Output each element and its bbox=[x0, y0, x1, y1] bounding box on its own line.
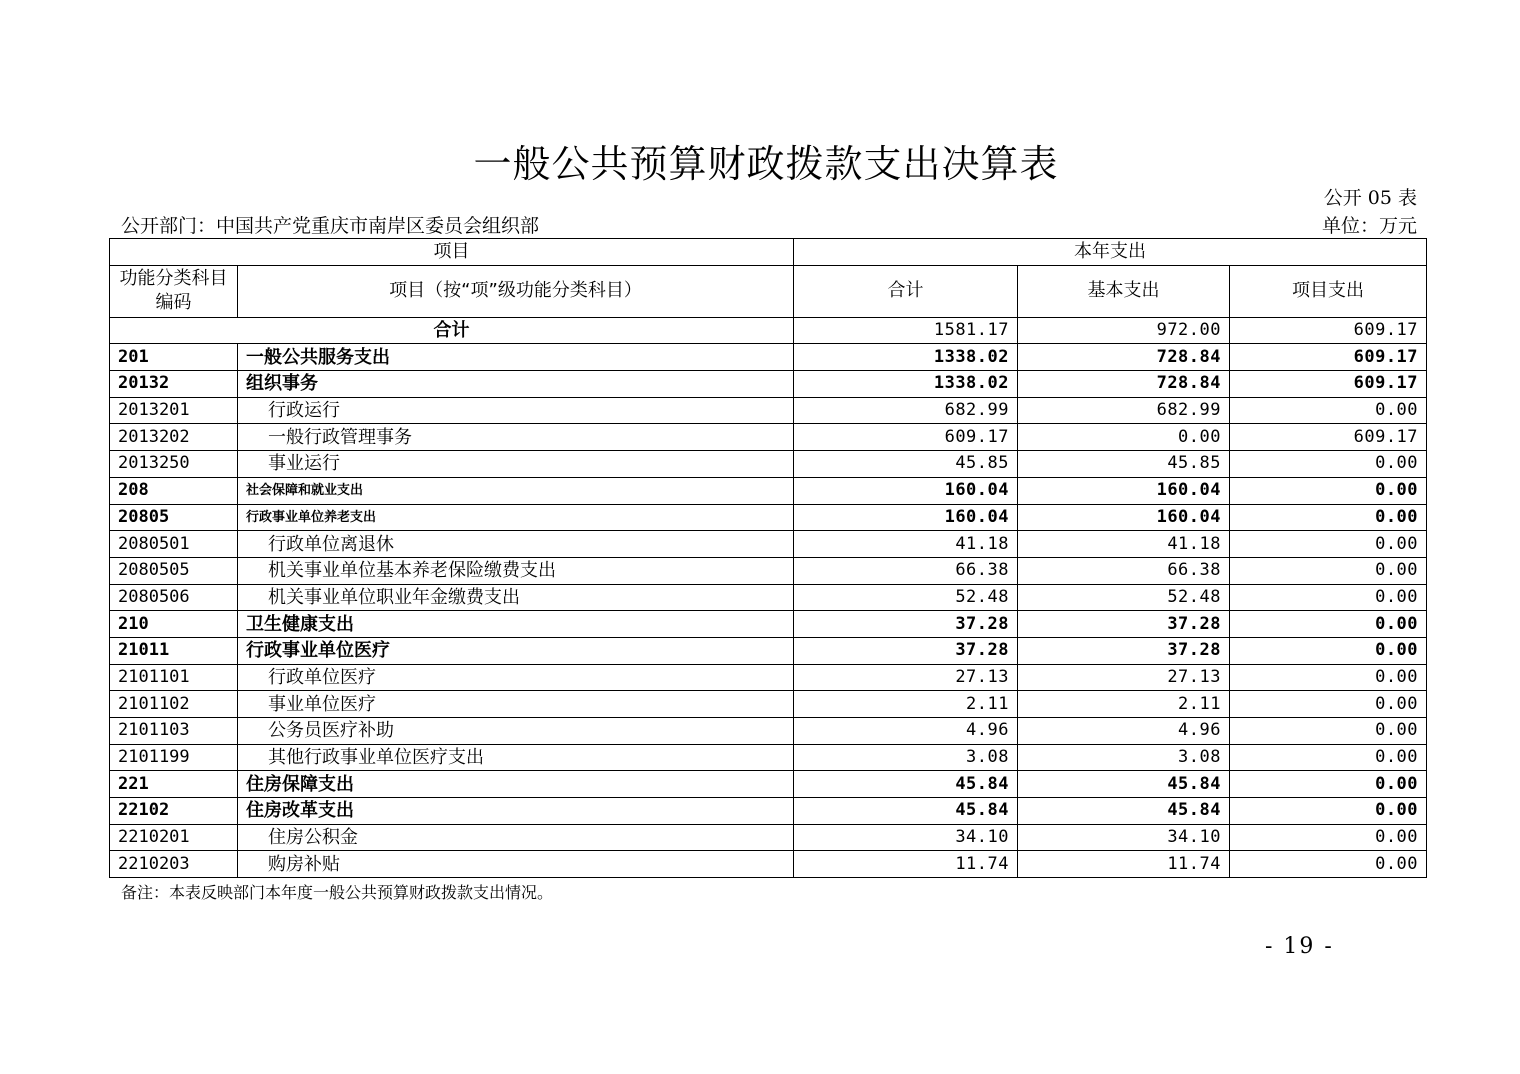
header-code: 功能分类科目编码 bbox=[110, 265, 238, 317]
basic-cell: 972.00 bbox=[1018, 317, 1230, 344]
name-cell: 事业单位医疗 bbox=[238, 691, 794, 718]
project-cell: 0.00 bbox=[1230, 557, 1427, 584]
code-cell: 2101103 bbox=[110, 718, 238, 745]
project-cell: 0.00 bbox=[1230, 798, 1427, 825]
total-cell: 41.18 bbox=[794, 531, 1018, 558]
name-cell: 公务员医疗补助 bbox=[238, 718, 794, 745]
basic-cell: 3.08 bbox=[1018, 744, 1230, 771]
total-cell: 45.85 bbox=[794, 451, 1018, 478]
basic-cell: 160.04 bbox=[1018, 504, 1230, 531]
basic-cell: 52.48 bbox=[1018, 584, 1230, 611]
total-cell: 27.13 bbox=[794, 664, 1018, 691]
table-row bbox=[110, 477, 1427, 504]
name-cell: 机关事业单位职业年金缴费支出 bbox=[238, 584, 794, 611]
basic-cell: 45.85 bbox=[1018, 451, 1230, 478]
table-row bbox=[110, 584, 1427, 611]
project-cell: 609.17 bbox=[1230, 317, 1427, 344]
name-cell: 机关事业单位基本养老保险缴费支出 bbox=[238, 557, 794, 584]
total-cell: 4.96 bbox=[794, 718, 1018, 745]
basic-cell: 160.04 bbox=[1018, 477, 1230, 504]
table-row bbox=[110, 504, 1427, 531]
name-cell: 卫生健康支出 bbox=[238, 611, 794, 638]
project-cell: 0.00 bbox=[1230, 504, 1427, 531]
page-title: 一般公共预算财政拨款支出决算表 bbox=[473, 142, 1059, 186]
table-row bbox=[110, 451, 1427, 478]
code-cell: 2013201 bbox=[110, 397, 238, 424]
header-current-year: 本年支出 bbox=[794, 239, 1427, 266]
header-project-expense: 项目支出 bbox=[1230, 265, 1427, 317]
project-cell: 609.17 bbox=[1230, 371, 1427, 398]
name-cell: 住房保障支出 bbox=[238, 771, 794, 798]
code-cell: 2101102 bbox=[110, 691, 238, 718]
budget-table bbox=[109, 238, 1427, 878]
project-cell: 0.00 bbox=[1230, 611, 1427, 638]
basic-cell: 45.84 bbox=[1018, 771, 1230, 798]
project-cell: 0.00 bbox=[1230, 851, 1427, 878]
project-cell: 0.00 bbox=[1230, 744, 1427, 771]
table-row bbox=[110, 664, 1427, 691]
code-cell: 2101199 bbox=[110, 744, 238, 771]
basic-cell: 728.84 bbox=[1018, 344, 1230, 371]
code-cell: 2013250 bbox=[110, 451, 238, 478]
name-cell: 行政事业单位养老支出 bbox=[238, 504, 794, 531]
code-cell: 2210201 bbox=[110, 824, 238, 851]
project-cell: 609.17 bbox=[1230, 344, 1427, 371]
table-row bbox=[110, 744, 1427, 771]
project-cell: 0.00 bbox=[1230, 718, 1427, 745]
total-cell: 160.04 bbox=[794, 477, 1018, 504]
total-cell: 1581.17 bbox=[794, 317, 1018, 344]
table-row bbox=[110, 637, 1427, 664]
name-cell: 一般公共服务支出 bbox=[238, 344, 794, 371]
code-cell: 2080506 bbox=[110, 584, 238, 611]
basic-cell: 4.96 bbox=[1018, 718, 1230, 745]
basic-cell: 682.99 bbox=[1018, 397, 1230, 424]
total-cell: 45.84 bbox=[794, 771, 1018, 798]
code-cell: 2210203 bbox=[110, 851, 238, 878]
project-cell: 0.00 bbox=[1230, 664, 1427, 691]
basic-cell: 37.28 bbox=[1018, 611, 1230, 638]
name-cell: 行政单位离退休 bbox=[238, 531, 794, 558]
table-row bbox=[110, 424, 1427, 451]
basic-cell: 45.84 bbox=[1018, 798, 1230, 825]
total-cell: 609.17 bbox=[794, 424, 1018, 451]
name-cell: 住房改革支出 bbox=[238, 798, 794, 825]
basic-cell: 41.18 bbox=[1018, 531, 1230, 558]
basic-cell: 728.84 bbox=[1018, 371, 1230, 398]
name-cell: 组织事务 bbox=[238, 371, 794, 398]
total-cell: 37.28 bbox=[794, 637, 1018, 664]
total-cell: 682.99 bbox=[794, 397, 1018, 424]
basic-cell: 27.13 bbox=[1018, 664, 1230, 691]
name-cell: 行政运行 bbox=[238, 397, 794, 424]
total-cell: 45.84 bbox=[794, 798, 1018, 825]
total-row bbox=[110, 317, 1427, 344]
name-cell: 住房公积金 bbox=[238, 824, 794, 851]
total-cell: 37.28 bbox=[794, 611, 1018, 638]
name-cell: 购房补贴 bbox=[238, 851, 794, 878]
project-cell: 0.00 bbox=[1230, 397, 1427, 424]
table-row bbox=[110, 771, 1427, 798]
total-cell: 160.04 bbox=[794, 504, 1018, 531]
table-row bbox=[110, 798, 1427, 825]
code-cell: 208 bbox=[110, 477, 238, 504]
total-cell: 66.38 bbox=[794, 557, 1018, 584]
project-cell: 0.00 bbox=[1230, 691, 1427, 718]
name-cell: 一般行政管理事务 bbox=[238, 424, 794, 451]
header-basic: 基本支出 bbox=[1018, 265, 1230, 317]
table-row bbox=[110, 397, 1427, 424]
table-row bbox=[110, 611, 1427, 638]
header-project-detail: 项目（按“项”级功能分类科目） bbox=[238, 265, 794, 317]
table-row bbox=[110, 371, 1427, 398]
code-cell: 221 bbox=[110, 771, 238, 798]
code-cell: 2080501 bbox=[110, 531, 238, 558]
total-cell: 2.11 bbox=[794, 691, 1018, 718]
total-cell: 11.74 bbox=[794, 851, 1018, 878]
name-cell: 行政事业单位医疗 bbox=[238, 637, 794, 664]
code-cell: 2013202 bbox=[110, 424, 238, 451]
name-cell: 其他行政事业单位医疗支出 bbox=[238, 744, 794, 771]
project-cell: 0.00 bbox=[1230, 451, 1427, 478]
unit-label: 单位：万元 bbox=[1321, 215, 1417, 237]
table-row bbox=[110, 344, 1427, 371]
basic-cell: 2.11 bbox=[1018, 691, 1230, 718]
code-cell: 2101101 bbox=[110, 664, 238, 691]
table-row bbox=[110, 824, 1427, 851]
table-row bbox=[110, 531, 1427, 558]
name-cell: 社会保障和就业支出 bbox=[238, 477, 794, 504]
code-cell: 21011 bbox=[110, 637, 238, 664]
code-cell: 2080505 bbox=[110, 557, 238, 584]
project-cell: 0.00 bbox=[1230, 824, 1427, 851]
department-label: 公开部门：中国共产党重庆市南岸区委员会组织部 bbox=[121, 215, 540, 237]
table-row bbox=[110, 557, 1427, 584]
project-cell: 0.00 bbox=[1230, 531, 1427, 558]
total-cell: 3.08 bbox=[794, 744, 1018, 771]
basic-cell: 34.10 bbox=[1018, 824, 1230, 851]
header-project: 项目 bbox=[110, 239, 794, 266]
table-row bbox=[110, 851, 1427, 878]
footnote: 备注：本表反映部门本年度一般公共预算财政拨款支出情况。 bbox=[121, 883, 554, 902]
total-cell: 52.48 bbox=[794, 584, 1018, 611]
basic-cell: 11.74 bbox=[1018, 851, 1230, 878]
code-cell: 20132 bbox=[110, 371, 238, 398]
name-cell: 事业运行 bbox=[238, 451, 794, 478]
code-cell: 22102 bbox=[110, 798, 238, 825]
code-cell: 20805 bbox=[110, 504, 238, 531]
name-cell: 行政单位医疗 bbox=[238, 664, 794, 691]
table-row bbox=[110, 718, 1427, 745]
table-row bbox=[110, 691, 1427, 718]
code-cell: 201 bbox=[110, 344, 238, 371]
project-cell: 609.17 bbox=[1230, 424, 1427, 451]
project-cell: 0.00 bbox=[1230, 584, 1427, 611]
project-cell: 0.00 bbox=[1230, 477, 1427, 504]
project-cell: 0.00 bbox=[1230, 771, 1427, 798]
project-cell: 0.00 bbox=[1230, 637, 1427, 664]
total-cell: 34.10 bbox=[794, 824, 1018, 851]
basic-cell: 37.28 bbox=[1018, 637, 1230, 664]
basic-cell: 0.00 bbox=[1018, 424, 1230, 451]
total-cell: 1338.02 bbox=[794, 371, 1018, 398]
total-cell: 1338.02 bbox=[794, 344, 1018, 371]
basic-cell: 66.38 bbox=[1018, 557, 1230, 584]
total-label: 合计 bbox=[110, 317, 794, 344]
header-total: 合计 bbox=[794, 265, 1018, 317]
form-number: 公开 05 表 bbox=[1323, 187, 1417, 209]
page-number: - 19 - bbox=[1265, 934, 1334, 959]
code-cell: 210 bbox=[110, 611, 238, 638]
